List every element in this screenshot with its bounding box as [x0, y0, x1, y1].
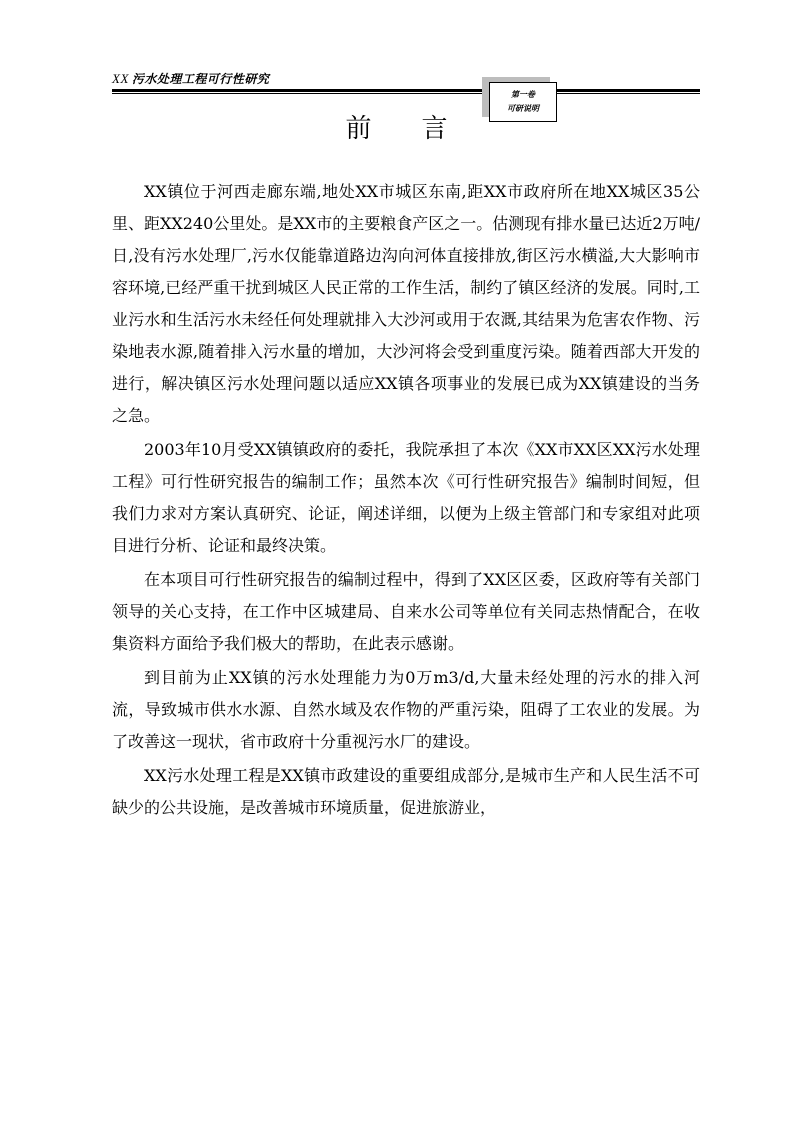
- document-title: 前言: [345, 114, 498, 144]
- volume-number: 第一卷: [511, 90, 535, 99]
- volume-name: 可研说明: [507, 104, 539, 113]
- running-header-prefix: XX: [112, 71, 129, 86]
- document-body: [112, 176, 700, 824]
- running-header-title: [112, 70, 269, 87]
- paragraph-2: 2003年10月受XX镇镇政府的委托，我院承担了本次《XX市XX区XX污水处理工程》可行性研究报告的编制工作；虽然本次《可行性研究报告》编制时间短，但我们力求对方案认真研究、论证，阐述详细，以便为上级主管部门和专家组对此项目进行分析、论证和最终决策。: [112, 440, 700, 555]
- paragraph-4: 到目前为止XX镇的污水处理能力为0万m3/d,大量未经处理的污水的排入河流，导致城市供水水源、自然水域及农作物的严重污染，阻碍了工农业的发展。为了改善这一现状，省市政府十分重视污水厂的建设。: [112, 668, 700, 751]
- header-rule-left: [112, 89, 482, 94]
- running-header-text: 污水处理工程可行性研究: [131, 72, 270, 86]
- paragraph-3: 在本项目可行性研究报告的编制过程中，得到了XX区区委，区政府等有关部门领导的关心支持，在工作中区城建局、自来水公司等单位有关同志热情配合，在收集资料方面给予我们极大的帮助，在此表示感谢。: [112, 570, 700, 653]
- header-rule-right: [557, 89, 700, 94]
- paragraph-5: XX污水处理工程是XX镇市政建设的重要组成部分,是城市生产和人民生活不可缺少的公共设施，是改善城市环境质量，促进旅游业，: [112, 766, 700, 817]
- paragraph-1: XX镇位于河西走廊东端,地处XX市城区东南,距XX市政府所在地XX城区35公里、距XX240公里处。是XX市的主要粮食产区之一。估测现有排水量已达近2万吨/日,没有污水处理厂,污水仅能靠道路边沟向河体直接排放,街区污水横溢,大大影响市容环境,已经严重干扰到城区人民正常的工作生活，制约了镇区经济的发展。同时,工业污水和生活污水未经任何处理就排入大沙河或用于农溉,其结果为危害农作物、污染地表水源,随着排入污水量的增加，大沙河将会受到重度污染。随着西部大开发的进行，解决镇区污水处理问题以适应XX镇各项事业的发展已成为XX镇建设的当务之急。: [112, 182, 700, 425]
